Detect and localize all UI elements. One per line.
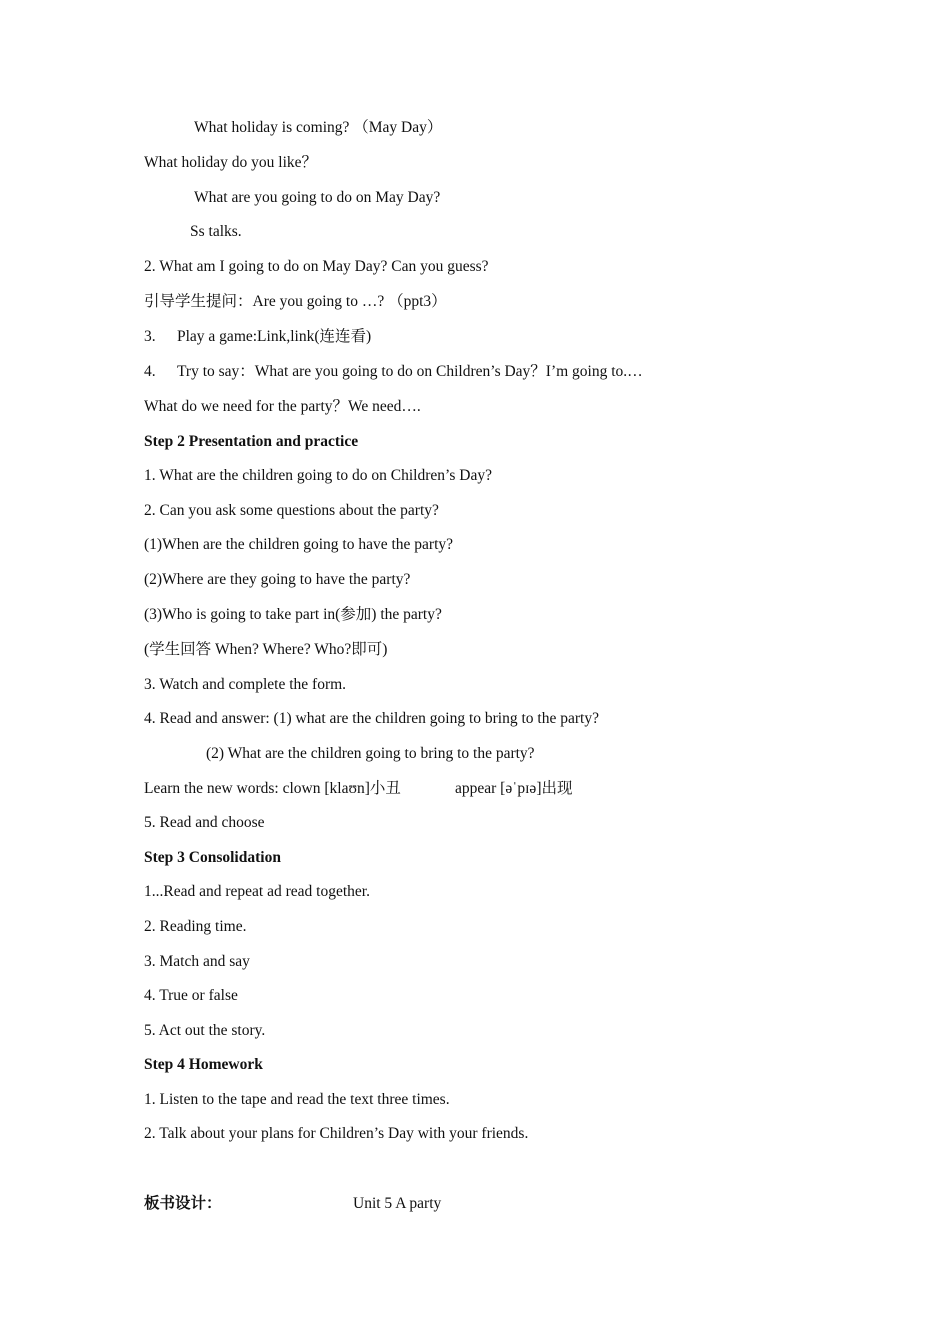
text-line: 1. Listen to the tape and read the text three times. <box>144 1091 450 1108</box>
text-line: Ss talks. <box>190 223 242 240</box>
text-line: What holiday do you like？ <box>144 154 318 171</box>
text-line: 1...Read and repeat ad read together. <box>144 883 370 900</box>
text-line: (3)Who is going to take part in(参加) the party? <box>144 606 442 623</box>
text-line: (1)When are the children going to have the party? <box>144 536 454 553</box>
text-line: What do we need for the party？We need…. <box>144 398 421 415</box>
vocab-line: Learn the new words: clown [klaʊn]小丑 <box>144 780 401 797</box>
text-line: 2. Talk about your plans for Children’s Day with your friends. <box>144 1125 529 1142</box>
section-heading: Step 3 Consolidation <box>144 849 281 866</box>
text-line: Try to say：What are you going to do on Children’s Day？I’m going to.… <box>177 363 643 380</box>
text-line: 3. Match and say <box>144 953 250 970</box>
board-design-label: 板书设计： <box>144 1195 222 1212</box>
text-line: 4. True or false <box>144 987 238 1004</box>
list-number: 4. <box>144 363 156 380</box>
text-line: What holiday is coming? （May Day） <box>194 119 443 136</box>
text-line: 4. Read and answer: (1) what are the children going to bring to the party? <box>144 710 599 727</box>
text-line: 2. Reading time. <box>144 918 247 935</box>
list-number: 3. <box>144 328 156 345</box>
text-line: (2) What are the children going to bring to the party? <box>206 745 535 762</box>
text-line: 5. Read and choose <box>144 814 265 831</box>
text-line: 2. What am I going to do on May Day? Can you guess? <box>144 258 489 275</box>
text-line: (学生回答 When? Where? Who?即可) <box>144 641 388 658</box>
vocab-line: appear [əˈpɪə]出现 <box>455 780 573 797</box>
text-line: (2)Where are they going to have the party? <box>144 571 411 588</box>
text-line: 5. Act out the story. <box>144 1022 266 1039</box>
board-title: Unit 5 A party <box>353 1195 442 1212</box>
section-heading: Step 2 Presentation and practice <box>144 433 359 450</box>
text-line: 引导学生提问：Are you going to …? （ppt3） <box>144 293 447 310</box>
section-heading: Step 4 Homework <box>144 1056 263 1073</box>
text-line: 1. What are the children going to do on Children’s Day? <box>144 467 492 484</box>
text-line: 3. Watch and complete the form. <box>144 676 347 693</box>
text-line: 2. Can you ask some questions about the party? <box>144 502 439 519</box>
text-line: Play a game:Link,link(连连看) <box>177 328 372 345</box>
text-line: What are you going to do on May Day? <box>194 189 441 206</box>
